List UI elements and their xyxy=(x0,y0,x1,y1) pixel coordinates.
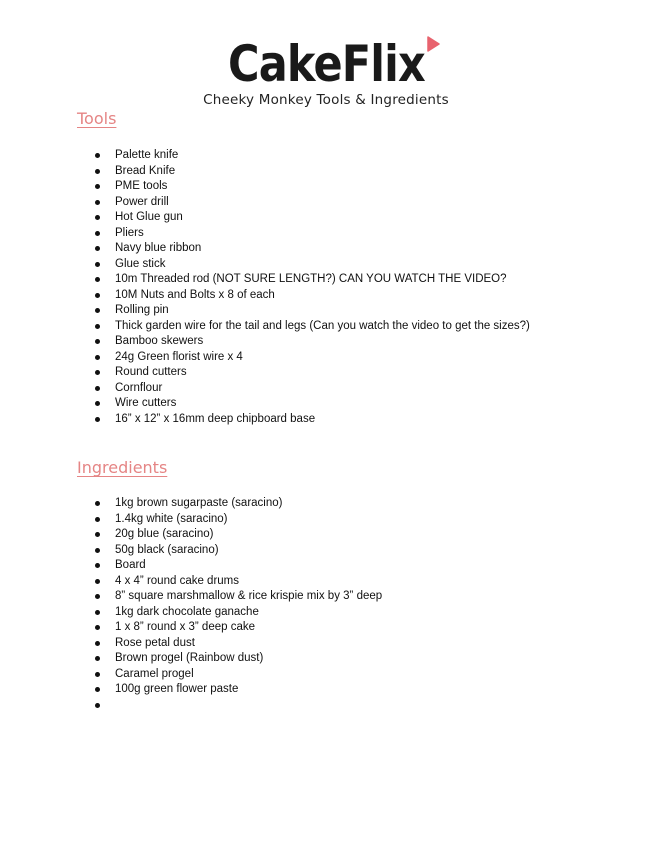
list-item-text: 50g black (saracino) xyxy=(115,543,219,556)
list-item-text: 10m Threaded rod (NOT SURE LENGTH?) CAN YOU WATCH THE VIDEO? xyxy=(115,273,507,285)
list-item xyxy=(0,589,382,605)
list-item-text: 10M Nuts and Bolts x 8 of each xyxy=(115,288,275,301)
list-item xyxy=(0,512,382,528)
bullet-icon xyxy=(95,532,100,537)
bullet-icon xyxy=(95,417,100,422)
document-header xyxy=(0,34,652,108)
bullet-icon xyxy=(95,262,100,267)
cakeflix-logo xyxy=(212,34,441,94)
list-item-text: 24g Green florist wire x 4 xyxy=(115,350,243,363)
list-item xyxy=(0,698,382,714)
list-item xyxy=(0,412,530,428)
list-item xyxy=(0,543,382,559)
list-item xyxy=(0,365,530,381)
list-item xyxy=(0,636,382,652)
play-triangle-icon xyxy=(426,36,440,52)
list-item-text: 8” square marshmallow & rice krispie mix by 3” deep xyxy=(115,590,383,602)
bullet-icon xyxy=(95,215,100,220)
list-item-text: 100g green flower paste xyxy=(115,683,239,695)
list-item-text: Rose petal dust xyxy=(115,636,195,649)
bullet-icon xyxy=(95,610,100,615)
bullet-icon xyxy=(95,308,100,313)
bullet-icon xyxy=(95,517,100,522)
list-item-text: 1kg dark chocolate ganache xyxy=(115,605,259,618)
bullet-icon xyxy=(95,401,100,406)
list-item-text: Caramel progel xyxy=(115,667,194,680)
list-item-text: 1kg brown sugarpaste (saracino) xyxy=(115,497,283,509)
bullet-icon xyxy=(95,370,100,375)
bullet-icon xyxy=(95,184,100,189)
list-item xyxy=(0,558,382,574)
bullet-icon xyxy=(95,594,100,599)
ingredients-heading: Ingredients xyxy=(77,458,168,477)
list-item xyxy=(0,210,530,226)
list-item-text: Palette knife xyxy=(115,149,179,161)
bullet-icon xyxy=(95,672,100,677)
bullet-icon xyxy=(95,231,100,236)
bullet-icon xyxy=(95,703,100,708)
list-item-text: Hot Glue gun xyxy=(115,211,183,223)
bullet-icon xyxy=(95,563,100,568)
list-item-text: Power drill xyxy=(115,195,169,208)
list-item-text: Navy blue ribbon xyxy=(115,242,202,254)
list-item-text: Board xyxy=(115,559,146,571)
list-item xyxy=(0,319,530,335)
bullet-icon xyxy=(95,501,100,506)
list-item-text: Cornflour xyxy=(115,381,163,394)
bullet-icon xyxy=(95,293,100,298)
bullet-icon xyxy=(95,656,100,661)
list-item xyxy=(0,148,530,164)
bullet-icon xyxy=(95,246,100,251)
bullet-icon xyxy=(95,641,100,646)
bullet-icon xyxy=(95,339,100,344)
list-item xyxy=(0,527,382,543)
list-item-text: Glue stick xyxy=(115,257,166,270)
list-item-text: 20g blue (saracino) xyxy=(115,528,214,540)
list-item-text: 16” x 12” x 16mm deep chipboard base xyxy=(115,412,316,425)
document-subtitle: Cheeky Monkey Tools & Ingredients xyxy=(203,92,449,108)
bullet-icon xyxy=(95,169,100,174)
list-item xyxy=(0,605,382,621)
list-item-text: 1 x 8” round x 3” deep cake xyxy=(115,621,255,633)
bullet-icon xyxy=(95,548,100,553)
list-item-text: Round cutters xyxy=(115,366,187,378)
list-item xyxy=(0,303,530,319)
bullet-icon xyxy=(95,625,100,630)
bullet-icon xyxy=(95,579,100,584)
list-item xyxy=(0,288,530,304)
list-item xyxy=(0,396,530,412)
list-item xyxy=(0,241,530,257)
list-item-text: PME tools xyxy=(115,180,168,192)
list-item xyxy=(0,226,530,242)
list-item xyxy=(0,179,530,195)
list-item-text: Bread Knife xyxy=(115,164,176,177)
list-item xyxy=(0,651,382,667)
list-item xyxy=(0,381,530,397)
ingredients-list xyxy=(0,496,382,713)
logo-text: CakeFlix xyxy=(227,35,425,93)
list-item-text: Rolling pin xyxy=(115,304,169,316)
bullet-icon xyxy=(95,386,100,391)
list-item xyxy=(0,334,530,350)
list-item-text: 1.4kg white (saracino) xyxy=(115,512,228,525)
list-item-text: Bamboo skewers xyxy=(115,335,204,347)
list-item xyxy=(0,574,382,590)
list-item xyxy=(0,195,530,211)
list-item xyxy=(0,272,530,288)
list-item xyxy=(0,496,382,512)
list-item-text: 4 x 4” round cake drums xyxy=(115,574,240,587)
bullet-icon xyxy=(95,324,100,329)
bullet-icon xyxy=(95,277,100,282)
list-item xyxy=(0,164,530,180)
list-item xyxy=(0,257,530,273)
list-item-text: Thick garden wire for the tail and legs (Can you watch the video to get the sizes?) xyxy=(115,319,530,332)
list-item-text: Wire cutters xyxy=(115,397,177,409)
tools-heading: Tools xyxy=(77,109,117,128)
bullet-icon xyxy=(95,200,100,205)
list-item xyxy=(0,667,382,683)
bullet-icon xyxy=(95,153,100,158)
bullet-icon xyxy=(95,355,100,360)
list-item xyxy=(0,682,382,698)
list-item xyxy=(0,620,382,636)
bullet-icon xyxy=(95,687,100,692)
list-item-text: Brown progel (Rainbow dust) xyxy=(115,652,264,664)
tools-list xyxy=(0,148,530,427)
list-item xyxy=(0,350,530,366)
list-item-text: Pliers xyxy=(115,226,144,239)
